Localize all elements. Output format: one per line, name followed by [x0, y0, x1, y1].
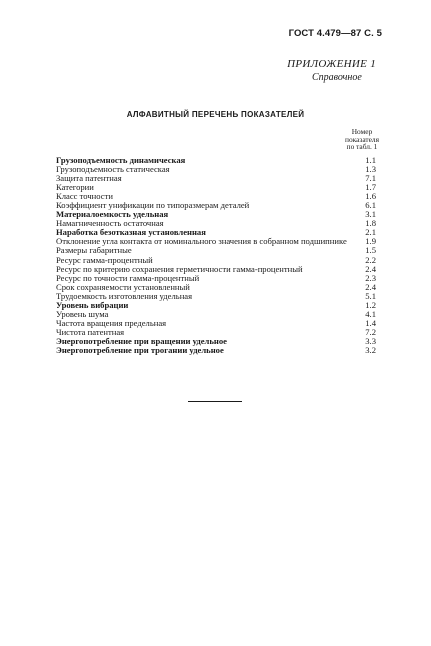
end-divider: [188, 401, 242, 402]
index-entry-number: 3.1: [365, 209, 376, 220]
index-entry-name: Материалоемкость удельная: [56, 209, 169, 220]
index-entry-number: 2.1: [365, 227, 376, 238]
index-entry-number: 7.2: [365, 326, 376, 337]
index-entry-name: Грузоподъемность динамическая: [56, 155, 186, 165]
page-header-gost-ref: ГОСТ 4.479—87 С. 5: [288, 28, 382, 39]
column-header-line-3: по табл. 1: [346, 142, 378, 152]
index-entry-name: Уровень шума: [56, 308, 109, 319]
index-entry-number: 3.2: [365, 344, 376, 355]
index-entry-number: 1.5: [365, 245, 376, 256]
index-entry-name: Грузоподъемность статическая: [56, 164, 170, 175]
index-entry-number: 2.4: [365, 281, 376, 292]
index-entry-name: Ресурс гамма-процентный: [56, 254, 153, 265]
index-entry-name: Частота вращения предельная: [56, 317, 167, 328]
index-entry-name: Ресурс по точности гамма-процентный: [56, 272, 200, 283]
index-entry: [56, 346, 376, 355]
index-entry-number: 3.3: [365, 335, 376, 346]
index-entry: [56, 174, 376, 183]
appendix-title: ПРИЛОЖЕНИЕ 1: [287, 58, 376, 70]
index-entry-name: Энергопотребление при вращении удельное: [56, 335, 227, 346]
index-entry-name: Уровень вибрации: [56, 299, 129, 310]
index-list: [56, 156, 376, 355]
appendix-subtitle: Справочное: [312, 72, 362, 83]
index-entry-name: Размеры габаритные: [56, 245, 132, 256]
index-entry-number: 1.8: [365, 218, 376, 229]
index-entry-number: 2.4: [365, 263, 376, 274]
index-entry-name: Энергопотребление при трогании удельное: [56, 344, 224, 355]
index-entry-number: 1.2: [365, 299, 376, 310]
index-entry-name: Ресурс по критерию сохранения герметичности гамма-процентный: [56, 263, 303, 274]
index-entry-name: Отклонение угла контакта от номинального значения в собранном подшипнике: [56, 236, 347, 247]
index-entry-name: Намагниченность остаточная: [56, 218, 164, 229]
column-header-line-2: показателя: [344, 134, 379, 144]
index-entry-number: 4.1: [365, 308, 376, 319]
column-header-line-1: Номер: [351, 127, 373, 136]
index-entry-name: Трудоемкость изготовления удельная: [56, 290, 193, 301]
index-entry-number: 1.1: [365, 155, 376, 165]
index-entry-number: 1.9: [365, 236, 376, 247]
index-entry-number: 7.1: [365, 173, 376, 184]
index-entry-number: 2.3: [365, 272, 376, 283]
index-entry-number: 1.7: [365, 182, 376, 193]
index-entry-name: Чистота патентная: [56, 326, 125, 337]
document-title: АЛФАВИТНЫЙ ПЕРЕЧЕНЬ ПОКАЗАТЕЛЕЙ: [126, 110, 305, 119]
index-entry-name: Защита патентная: [56, 173, 122, 184]
column-header: [336, 128, 388, 151]
index-entry-name: Коэффициент унификации по типоразмерам деталей: [56, 200, 250, 211]
index-entry-number: 2.2: [365, 254, 376, 265]
index-entry-name: Наработка безотказная установленная: [56, 227, 206, 238]
index-entry-number: 6.1: [365, 200, 376, 211]
index-entry-name: Класс точности: [56, 191, 113, 202]
index-entry-number: 5.1: [365, 290, 376, 301]
index-entry-number: 1.3: [365, 164, 376, 175]
index-entry-number: 1.4: [365, 317, 376, 328]
index-entry-number: 1.6: [365, 191, 376, 202]
index-entry-name: Срок сохраняемости установленный: [56, 281, 190, 292]
index-entry-name: Категории: [56, 182, 94, 193]
